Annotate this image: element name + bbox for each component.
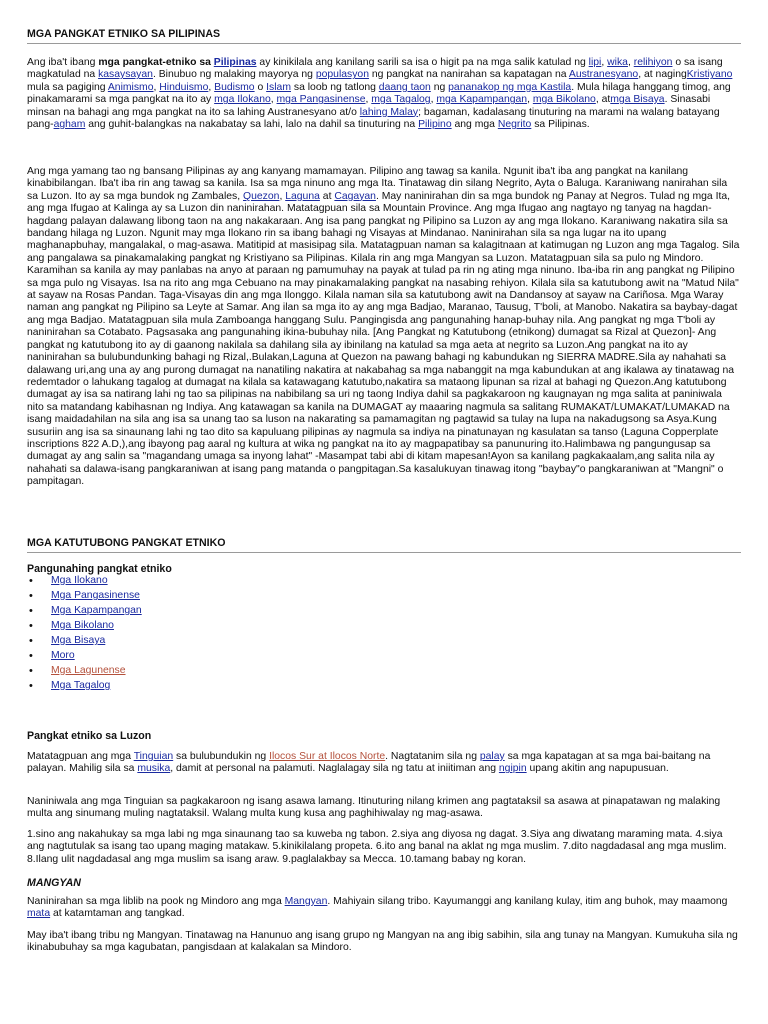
inline-link[interactable]: Kristiyano (686, 69, 733, 81)
text-run: o sa isang magkatulad na (27, 57, 723, 81)
text-run: , (279, 190, 286, 202)
text-run: , (601, 57, 608, 68)
ethnic-group-list (27, 575, 142, 695)
link-mga-tagalog[interactable]: Mga Tagalog (51, 680, 111, 691)
inline-link[interactable]: mga Kapampangan (436, 94, 528, 106)
text-run: . May naninirahan din sa mga bundok ng Panay at Negros. Tulad ng mga Ita, ang mga Ifugao at Kalinga ay sa Luzon din naninirahan. Matatagpuan sila sa Mountain Province. Ang mga Ifugao ang nagtayo ng tanyag na hagdan-hagdang palayan dalawang libong taon na ang nakakaraan. Ang isa pang pangkat ng Pilipino sa Luzon ay ang mga Ilokano. Karaniwang nakatira sila sa bandang hilaga ng Luzon. Ngunit may mga Ilokano rin sa ibang bahagi ng Visayas at Mindanao. Naninirahan sila sa nga lugar na ito upang maghanapbuhay, mangalakal, o mag-asawa. Matitipid at masisipag sila. Matatagpuan naman sa kalagitnaan at katimugan ng Luzon ang mga Tagalog. Sila ang pangalawa sa pinakamalaking pangkat ng Kristiyano sa Pilipinas. Kilala rin ang mga Mangyan sa Luzon. Matatagpuan sila sa pulo ng Mindoro. Karamihan sa kanila ay may panlabas na anyo at paraan ng pamumuhay na payak at tulad pa rin ng ating mga ninuno. Iba-iba rin ang pangkat ng Pilipino sa mga pulo ng Visayas. Isa na rito ang mga Cebuano na may pinakamalaking pangkat na nasabing rehiyon. Kilala sila sa katutubong awit na "Matud Nila" at sayaw na Rosas Pandan. Taga-Visayas din ang mga Ilonggo. Kilala naman sila sa katutubong awit na Dandansoy at sayaw na Cariñosa. Mga Waray naman ang pangkat ng Pilipino sa Leyte at Samar. Ang ilan sa mga ito ay ang mga Badjao, Maranao, Tausug, T'boli, at Manobo. Nakatira sa baybay-dagat ang mga Badjao. Matatagpuan sila mula Zamboanga hanggang Sulu. Pangingisda ang pangunahing hanap-buhay nila. Ang pangkat ng mga T'boli ay naninirahan sa Cotabato. Pagsasaka ang pangunahing ikina-bubuhay nila. [Ang Pangkat ng Katutubong (etnikong) dumagat sa Rizal at Quezon]- Ang pangkat ng katutubong ito ay di gaanong nakilala sa dahilang sila ay ibinilang na katulad sa mga aeta at negrito sa Luzon.Ang pangkat na ito ay naninirahan sa bulubundunking bahagi ng Rizal,.Bulakan,Laguna at Quezon na pawang bahagi ng kabundukan ng SIERRA MADRE.Sila ay nahahati sa dalawang uri,ang una ay ang purong dumagat na nanatiling nakatira at nakabahag sa mga nabanggit na mga kabundukan at ang ikalawa ay tinatawag na redemtador o lahukang tagalog at dumagat na kilala sa katawagang katutubo,nakatira sa mataong lipunan sa rizal at bahagi ng Quezon.Ang katutubong dumagat ay isa sa natirang lahi ng tao sa pilipinas na nabibilang sa uri ng taong Indiya dahil sa pagkakaroon ng kaugnayan ng mga salita at paniniwala nito sa matandang kabihasnan ng Indiya. Ang katawagan sa kanila na DUMAGAT ay maaaring nagmula sa salitang RUMAKAT/LUMAKAT/LUMAKAD na isang maidadahilan na sila ang isa sa unang tao sa luson na nakarating sa pamamagitan ng pagtawid sa tulay na lupa na nakadugsong sa Asya.Kung susuriin ang isa sa sinaunang lahi ng tao dito sa kapuluang pilipinas ay nagmula sa indiya na pinatunayan ng kasulatan sa tanso (Laguna Copperplate inscriptions 822 A.D,),ang ibayong pag aaral ng kultura at wika ng pangkat na ito ay magpapatibay sa panunuring ito.Halimbawa ng pangungusap sa dumagat ay ang salin sa "magandang umaga sa inyong lahat" -Masampat tabi abi di kitam mapesan!Ayon sa kanilang pagkakaalam,ang salita nila ay nahahati sa dalawa-isang pangkaraniwan at isang pang matanda o pangpitagan.Sa kasalukuyan tinawag itong "baybay"o pangkaraniwan at "Mangni" o pampitagan. (27, 190, 740, 488)
inline-link[interactable]: Tinguian (133, 751, 174, 762)
bullet-icon: • (29, 635, 33, 647)
inline-link[interactable]: Budismo (214, 81, 255, 93)
inline-link[interactable]: Quezon (243, 190, 280, 202)
text-run: . Sinasabi minsan na bahagi ang mga pangkat na ito sa lahing Austranesyano at/o (27, 94, 711, 118)
text-run: , (208, 81, 215, 93)
mangyan-paragraph (27, 896, 741, 921)
inline-link[interactable]: lahing Malay (359, 106, 419, 118)
inline-link[interactable]: Mangyan (284, 896, 328, 907)
link-moro[interactable]: Moro (51, 650, 75, 661)
inline-link[interactable]: mga Ilokano (214, 94, 271, 106)
inline-link[interactable]: Pilipinas (213, 57, 257, 68)
inline-link[interactable]: lipi (588, 57, 602, 68)
inline-link[interactable]: Ilocos Sur at Ilocos Norte (269, 751, 386, 762)
inline-link[interactable]: mga Tagalog (371, 94, 431, 106)
inline-link[interactable]: Negrito (497, 119, 532, 131)
list-item (27, 575, 142, 590)
link-mga-ilokano[interactable]: Mga Ilokano (51, 575, 108, 586)
list-item (27, 635, 142, 650)
text-run: , at naging (638, 69, 687, 81)
text-run: Karaniwang nanirahan sila sa Luzon. Ito ay sa mga bundok ng Zambales, (27, 178, 728, 202)
text-run: o (254, 81, 267, 93)
text-run: , (527, 94, 533, 106)
text-run: . Binubuo ng malaking mayorya ng (152, 69, 316, 81)
inline-link[interactable]: mga Bisaya (610, 94, 665, 106)
bullet-icon: • (29, 575, 33, 587)
inline-link[interactable]: populasyon (315, 69, 369, 81)
inline-link[interactable]: musika (137, 763, 171, 775)
section-heading-katutubong: MGA KATUTUBONG PANGKAT ETNIKO (27, 537, 741, 553)
text-run: sa bulubundukin ng (173, 751, 270, 762)
list-item (27, 650, 142, 665)
yamang-tao-intro-text: Ang mga yamang tao ng bansang Pilipinas ay ang kanyang mamamayan. Pilipino ang tawag sa kanila. Ngunit iba't iba ang pangkat na kanilang kinabibilangan. Iba't iba rin ang tawag sa kanila. Isa sa mga ninuno ang mga Ita. Tinatawag din silang Negrito, Ayta o Baluga. (27, 166, 689, 190)
inline-link[interactable]: mata (27, 908, 51, 920)
bullet-icon: • (29, 650, 33, 662)
inline-link[interactable]: ngipin (498, 763, 527, 775)
bullet-icon: • (29, 590, 33, 602)
text-run: ng (430, 81, 449, 93)
yamang-tao-body-text (27, 178, 739, 487)
text-run: Matatagpuan ang mga (27, 751, 134, 762)
text-run: . Mahiyain silang tribo. Kayumanggi ang kanilang kulay, itim ang buhok, may maamong (327, 896, 728, 907)
text-run: sa loob ng tatlong (290, 81, 379, 93)
text-run: , (627, 57, 634, 68)
link-mga-bikolano[interactable]: Mga Bikolano (51, 620, 114, 631)
inline-link[interactable]: agham (53, 119, 86, 131)
bullet-icon: • (29, 605, 33, 617)
inline-link[interactable]: Laguna (285, 190, 320, 202)
inline-link[interactable]: wika (607, 57, 628, 68)
inline-link[interactable]: Austranesyano (568, 69, 639, 81)
tinguian-paragraph (27, 751, 741, 776)
text-run: mula sa pagiging (27, 81, 108, 93)
text-run: Naninirahan sa mga liblib na pook ng Mindoro ang mga (27, 896, 285, 907)
text-run: sa mga kapatagan at sa mga bai-baitang na palayan. Mahilig sila sa (27, 751, 711, 775)
list-item (27, 680, 142, 695)
text-run: , (270, 94, 277, 106)
list-item (27, 665, 142, 680)
text-run: ; bagaman, kadalasang tinuturing na marami na walang batayang pang- (27, 106, 720, 131)
inline-link[interactable]: Animismo (107, 81, 154, 93)
inline-link[interactable]: pananakop ng mga Kastila (448, 81, 572, 93)
inline-link[interactable]: Hinduismo (159, 81, 209, 93)
questions-paragraph: 1.sino ang nakahukay sa mga labi ng mga sinaunang tao sa kuweba ng tabon. 2.siya ang diyosa ng dagat. 3.Siya ang diwatang maraming mata. 4.siya ang nagtutulak sa isang tao upang maging matakaw. 5.kinikilalang propeta. 6.ito ang banal na aklat ng mga muslim. 7.dito nagdadasal ang mga muslim. 8.Ilang ulit nagdadasal ang mga muslim sa isang araw. 9.paglalakbay sa Mecca. 10.tamang babay ng koran. (27, 829, 727, 865)
text-run: , (153, 81, 160, 93)
inline-link[interactable]: daang taon (378, 81, 431, 93)
mangyan-heading: MANGYAN (27, 877, 81, 889)
text-run: mga pangkat-etniko sa (98, 57, 214, 68)
inline-link[interactable]: mga Pangasinense (276, 94, 366, 106)
inline-link[interactable]: Pilipino (418, 119, 452, 131)
bullet-icon: • (29, 665, 33, 677)
link-mga-lagunense[interactable]: Mga Lagunense (51, 665, 126, 676)
text-run: ang guhit-balangkas na nakabatay sa lahi, lalo na dahil sa tinuturing na (85, 119, 419, 131)
text-run: , (365, 94, 372, 106)
list-item (27, 620, 142, 635)
inline-link[interactable]: kasaysayan (98, 69, 153, 81)
text-run: at katamtaman ang tangkad. (50, 908, 185, 920)
intro-paragraph (27, 57, 741, 131)
bullet-icon: • (29, 620, 33, 632)
subheading-luzon: Pangkat etniko sa Luzon (27, 730, 152, 742)
bullet-icon: • (29, 680, 33, 692)
section-heading-pangkat-etniko: MGA PANGKAT ETNIKO SA PILIPINAS (27, 28, 741, 44)
inline-link[interactable]: mga Bikolano (532, 94, 596, 106)
text-run: upang akitin ang napupusuan. (526, 763, 669, 775)
text-run: ng pangkat na nanirahan sa kapatagan na (368, 69, 569, 81)
tinguian-beliefs-paragraph: Naniniwala ang mga Tinguian sa pagkakaroon ng isang asawa lamang. Itinuturing nilang krimen ang pagtataksil sa asawa at pinapatawan ng malaking multa ang sinumang muling nagtataksil. Walang multa kung kusa ang paghihiwalay ng mag-asawa. (27, 796, 721, 820)
text-run: . Nagtatanim sila ng (385, 751, 480, 762)
text-run: , damit at personal na palamuti. Naglalagay sila ng tatu at iniitiman ang (170, 763, 499, 775)
inline-link[interactable]: Cagayan (334, 190, 376, 202)
inline-link[interactable]: palay (479, 751, 505, 762)
text-run: sa Pilipinas. (531, 119, 590, 131)
yamang-tao-paragraph (27, 166, 741, 489)
inline-link[interactable]: Islam (266, 81, 291, 93)
text-run: ay kinikilala ang kanilang sarili sa isa o higit pa na mga salik katulad ng (256, 57, 589, 68)
link-mga-kapampangan[interactable]: Mga Kapampangan (51, 605, 142, 616)
text-run: , at (595, 94, 611, 106)
text-run: , (430, 94, 437, 106)
subheading-pangunahing: Pangunahing pangkat etniko (27, 563, 172, 575)
text-run: Ang iba't ibang (27, 57, 99, 68)
list-item (27, 605, 142, 620)
text-run: ang mga (451, 119, 498, 131)
list-item (27, 590, 142, 605)
text-run: at (319, 190, 335, 202)
link-mga-pangasinense[interactable]: Mga Pangasinense (51, 590, 140, 601)
inline-link[interactable]: relihiyon (633, 57, 673, 68)
text-run: . Mula hilaga hanggang timog, ang pinakamarami sa mga pangkat na ito ay (27, 81, 731, 106)
mangyan-tribes-paragraph: May iba't ibang tribu ng Mangyan. Tinatawag na Hanunuo ang isang grupo ng Mangyan na ang ibig sabihin, sila ang tunay na Mangyan. Kumukuha sila ng ikinabubuhay sa mga kagubatan, pangisdaan at kalakalan sa Mindoro. (27, 930, 738, 954)
link-mga-bisaya[interactable]: Mga Bisaya (51, 635, 106, 646)
